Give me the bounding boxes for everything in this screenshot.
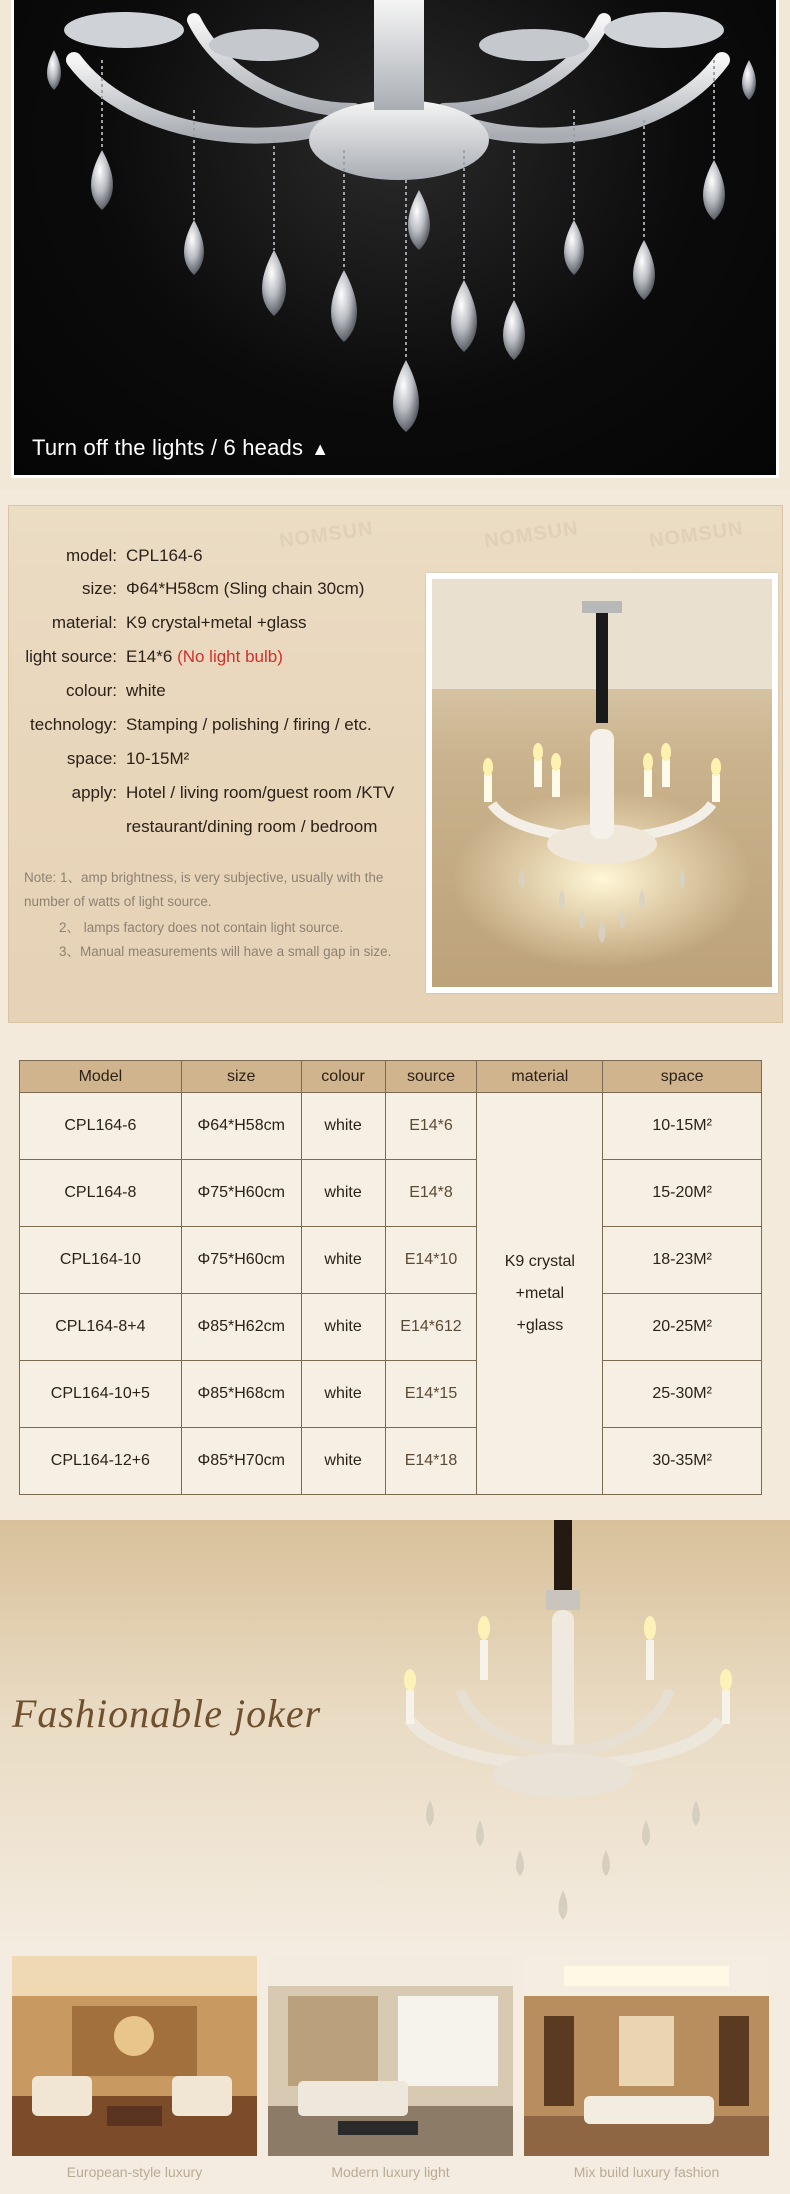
room-photo-image bbox=[524, 1956, 769, 2156]
spec-value: CPL164-6 bbox=[126, 546, 203, 565]
cell-model: CPL164-10 bbox=[20, 1227, 182, 1294]
th-material: material bbox=[477, 1061, 603, 1093]
cell-colour: white bbox=[301, 1160, 385, 1227]
spec-key: light source: bbox=[25, 647, 117, 666]
cell-space: 10-15M² bbox=[603, 1093, 762, 1160]
spec-key: material: bbox=[51, 613, 117, 632]
cell-model: CPL164-12+6 bbox=[20, 1428, 182, 1495]
fashion-section bbox=[0, 1520, 790, 1950]
cell-colour: white bbox=[301, 1428, 385, 1495]
spec-note-1b: number of watts of light source. bbox=[24, 894, 212, 909]
watermark: NOMSUN bbox=[277, 517, 375, 553]
chandelier-lit-illustration bbox=[432, 579, 772, 987]
th-size: size bbox=[181, 1061, 301, 1093]
material-line: +metal bbox=[515, 1284, 565, 1302]
cell-space: 20-25M² bbox=[603, 1294, 762, 1361]
hero-section bbox=[0, 0, 790, 490]
cell-size: Φ85*H68cm bbox=[181, 1361, 301, 1428]
cell-colour: white bbox=[301, 1227, 385, 1294]
cell-colour: white bbox=[301, 1093, 385, 1160]
th-space: space bbox=[603, 1061, 762, 1093]
table-row bbox=[20, 1428, 762, 1495]
spec-value bbox=[126, 647, 283, 667]
cell-model: CPL164-6 bbox=[20, 1093, 182, 1160]
cell-source: E14*612 bbox=[385, 1294, 477, 1361]
table-row bbox=[20, 1361, 762, 1428]
room-photo-modern bbox=[268, 1956, 513, 2156]
cell-size: Φ75*H60cm bbox=[181, 1160, 301, 1227]
room-gallery bbox=[0, 1950, 790, 2194]
hero-caption-text: Turn off the lights / 6 heads bbox=[32, 435, 304, 460]
watermark: NOMSUN bbox=[647, 517, 745, 553]
watermark: NOMSUN bbox=[482, 517, 580, 553]
cell-source: E14*6 bbox=[385, 1093, 477, 1160]
cell-source: E14*18 bbox=[385, 1428, 477, 1495]
spec-key: apply: bbox=[71, 783, 117, 802]
room-caption: European-style luxury bbox=[66, 2164, 203, 2180]
room-photo-mix bbox=[524, 1956, 769, 2156]
chandelier-lit-cutout bbox=[370, 1520, 770, 1950]
th-colour: colour bbox=[301, 1061, 385, 1093]
cell-space: 25-30M² bbox=[603, 1361, 762, 1428]
spec-key: size: bbox=[82, 579, 117, 598]
room-photo-image bbox=[12, 1956, 257, 2156]
table-row bbox=[20, 1093, 762, 1160]
table-row bbox=[20, 1227, 762, 1294]
spec-value: Hotel / living room/guest room /KTV bbox=[126, 783, 395, 802]
spec-key: colour: bbox=[65, 681, 117, 700]
cell-size: Φ64*H58cm bbox=[181, 1093, 301, 1160]
spec-key: model: bbox=[65, 546, 117, 565]
room-caption: Modern luxury light bbox=[331, 2164, 450, 2180]
th-source: source bbox=[385, 1061, 477, 1093]
th-model: Model bbox=[20, 1061, 182, 1093]
chandelier-dark-illustration bbox=[14, 0, 779, 478]
hero-caption bbox=[32, 435, 329, 461]
cell-size: Φ75*H60cm bbox=[181, 1227, 301, 1294]
spec-value: Φ64*H58cm (Sling chain 30cm) bbox=[126, 579, 365, 598]
models-table bbox=[19, 1060, 762, 1495]
cell-space: 18-23M² bbox=[603, 1227, 762, 1294]
spec-note-2: 2、 lamps factory does not contain light source. bbox=[59, 920, 344, 935]
spec-note-1: Note: 1、amp brightness, is very subjective, usually with the bbox=[24, 870, 384, 885]
product-photo-image bbox=[432, 579, 772, 987]
cell-space: 15-20M² bbox=[603, 1160, 762, 1227]
no-bulb-note: (No light bulb) bbox=[177, 647, 283, 666]
cell-source: E14*10 bbox=[385, 1227, 477, 1294]
cell-space: 30-35M² bbox=[603, 1428, 762, 1495]
cell-source: E14*8 bbox=[385, 1160, 477, 1227]
spec-value: white bbox=[126, 681, 166, 700]
cell-material-merged bbox=[477, 1093, 603, 1495]
spec-value: 10-15M² bbox=[126, 749, 190, 768]
spec-value: K9 crystal+metal +glass bbox=[126, 613, 307, 632]
cell-size: Φ85*H70cm bbox=[181, 1428, 301, 1495]
hero-photo-dark-chandelier bbox=[11, 0, 779, 478]
material-line: K9 crystal bbox=[504, 1252, 575, 1270]
spec-note-3: 3、Manual measurements will have a small gap in size. bbox=[59, 944, 392, 959]
spec-panel bbox=[8, 505, 783, 1023]
spec-key: space: bbox=[66, 749, 117, 768]
room-photo-image bbox=[268, 1956, 513, 2156]
spec-value: Stamping / polishing / firing / etc. bbox=[126, 715, 372, 734]
material-line: +glass bbox=[516, 1316, 564, 1334]
cell-size: Φ85*H62cm bbox=[181, 1294, 301, 1361]
cell-source: E14*15 bbox=[385, 1361, 477, 1428]
room-photo-european bbox=[12, 1956, 257, 2156]
fashion-title: Fashionable joker bbox=[12, 1691, 322, 1736]
triangle-up-icon: ▲ bbox=[311, 439, 330, 459]
cell-model: CPL164-10+5 bbox=[20, 1361, 182, 1428]
room-caption: Mix build luxury fashion bbox=[573, 2164, 720, 2180]
cell-model: CPL164-8 bbox=[20, 1160, 182, 1227]
cell-model: CPL164-8+4 bbox=[20, 1294, 182, 1361]
cell-colour: white bbox=[301, 1294, 385, 1361]
spec-key: technology: bbox=[30, 715, 117, 734]
spec-value: restaurant/dining room / bedroom bbox=[126, 817, 378, 836]
product-photo-lit bbox=[426, 573, 778, 993]
table-header-row bbox=[20, 1061, 762, 1093]
cell-colour: white bbox=[301, 1361, 385, 1428]
spec-value-main: E14*6 bbox=[126, 647, 173, 666]
models-table-section bbox=[0, 1040, 790, 1520]
table-row bbox=[20, 1160, 762, 1227]
table-row bbox=[20, 1294, 762, 1361]
